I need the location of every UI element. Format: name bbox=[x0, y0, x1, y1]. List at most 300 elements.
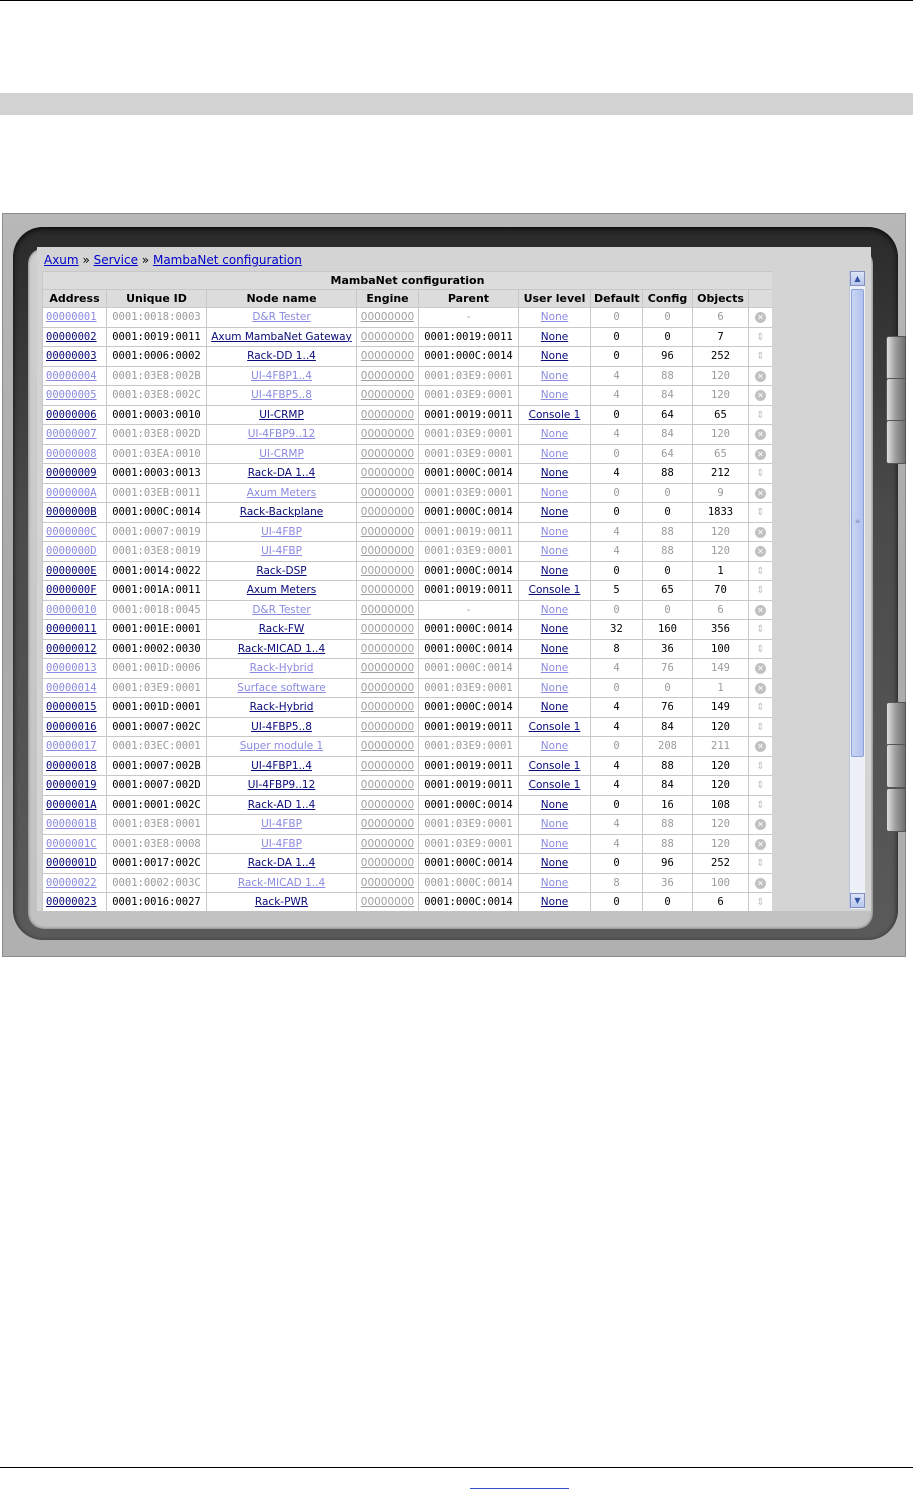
objects-count-cell bbox=[693, 776, 749, 796]
address-link[interactable]: 00000004 bbox=[46, 369, 97, 382]
engine-link[interactable]: 00000000 bbox=[360, 330, 415, 343]
objects-count: 120 bbox=[711, 779, 730, 792]
section-bar bbox=[0, 93, 913, 115]
node-name-link[interactable]: Axum MambaNet Gateway bbox=[211, 330, 352, 343]
address-link-cell bbox=[43, 581, 107, 601]
parent-id-cell bbox=[419, 873, 519, 893]
parent-id: 0001:0019:0011 bbox=[424, 408, 513, 421]
user-level-link[interactable]: None bbox=[540, 506, 569, 519]
user-level-link[interactable]: None bbox=[540, 857, 569, 870]
user-level-link-cell bbox=[519, 873, 591, 893]
parent-id: - bbox=[465, 603, 472, 616]
address-link[interactable]: 00000015 bbox=[46, 701, 97, 714]
address-link[interactable]: 00000023 bbox=[46, 896, 97, 909]
parent-id-cell bbox=[419, 659, 519, 679]
address-link-cell bbox=[43, 483, 107, 503]
delete-icon[interactable]: ✕ bbox=[755, 878, 766, 889]
user-level-link[interactable]: None bbox=[540, 896, 569, 909]
node-name-link[interactable]: UI-4FBP1..4 bbox=[251, 369, 312, 382]
parent-id: 0001:03E9:0001 bbox=[424, 818, 513, 831]
address-link[interactable]: 0000001D bbox=[46, 857, 97, 870]
parent-id: 0001:000C:0014 bbox=[424, 350, 513, 363]
engine-link-cell bbox=[357, 834, 419, 854]
user-level-link[interactable]: Console 1 bbox=[528, 408, 581, 421]
address-link[interactable]: 00000008 bbox=[46, 447, 97, 460]
address-link[interactable]: 00000006 bbox=[46, 408, 97, 421]
engine-link-cell bbox=[357, 893, 419, 912]
parent-id: 0001:03E9:0001 bbox=[424, 389, 513, 402]
node-name-link-cell bbox=[207, 483, 357, 503]
node-name-link[interactable]: Rack-DA 1..4 bbox=[247, 467, 316, 480]
default-count: 0 bbox=[613, 798, 620, 811]
col-config[interactable]: Config bbox=[643, 290, 693, 308]
engine-link[interactable]: 00000000 bbox=[360, 603, 415, 616]
engine-link-cell bbox=[357, 425, 419, 445]
default-count-cell bbox=[591, 405, 643, 425]
user-level-link[interactable]: None bbox=[540, 818, 569, 831]
address-link-cell bbox=[43, 386, 107, 406]
engine-link-cell bbox=[357, 522, 419, 542]
node-name-link[interactable]: UI-CRMP bbox=[259, 408, 304, 421]
user-level-link[interactable]: None bbox=[540, 389, 569, 402]
engine-link[interactable]: 00000000 bbox=[360, 350, 415, 363]
address-link[interactable]: 0000000F bbox=[46, 584, 97, 597]
node-name-link-cell bbox=[207, 873, 357, 893]
node-name-link[interactable]: UI-4FBP bbox=[261, 837, 302, 850]
col-unique-id[interactable]: Unique ID bbox=[107, 290, 207, 308]
node-name-link[interactable]: Rack-Hybrid bbox=[249, 701, 314, 714]
address-link-cell bbox=[43, 327, 107, 347]
address-link[interactable]: 00000009 bbox=[46, 467, 97, 480]
config-count: 76 bbox=[661, 662, 674, 675]
unique-id: 0001:03EA:0010 bbox=[112, 447, 201, 460]
unique-id: 0001:03E8:0008 bbox=[112, 837, 201, 850]
engine-link[interactable]: 00000000 bbox=[360, 408, 415, 421]
engine-link[interactable]: 00000000 bbox=[360, 837, 415, 850]
address-link[interactable]: 00000022 bbox=[46, 876, 97, 889]
address-link[interactable]: 00000016 bbox=[46, 720, 97, 733]
user-level-link[interactable]: None bbox=[540, 311, 569, 324]
unique-id: 0001:0017:002C bbox=[112, 857, 201, 870]
config-count-cell bbox=[643, 893, 693, 912]
scroll-grip-icon: ≡ bbox=[855, 518, 861, 525]
table-row bbox=[43, 483, 773, 503]
sync-icon[interactable]: ⇕ bbox=[756, 409, 765, 421]
breadcrumb-separator: » bbox=[82, 253, 90, 267]
action-cell bbox=[749, 717, 773, 737]
node-name-link[interactable]: UI-4FBP5..8 bbox=[251, 720, 312, 733]
objects-count: 356 bbox=[711, 623, 730, 636]
address-link[interactable]: 00000019 bbox=[46, 779, 97, 792]
user-level-link[interactable]: None bbox=[540, 623, 569, 636]
delete-icon[interactable]: ✕ bbox=[755, 819, 766, 830]
user-level-link[interactable]: None bbox=[540, 564, 569, 577]
delete-icon[interactable]: ✕ bbox=[755, 527, 766, 538]
parent-id: 0001:03E9:0001 bbox=[424, 486, 513, 499]
col-parent[interactable]: Parent bbox=[419, 290, 519, 308]
engine-link-cell bbox=[357, 600, 419, 620]
sync-icon[interactable]: ⇕ bbox=[756, 897, 765, 909]
address-link[interactable]: 00000012 bbox=[46, 642, 97, 655]
node-name-link[interactable]: Rack-PWR bbox=[254, 896, 309, 909]
unique-id: 0001:0002:003C bbox=[112, 876, 201, 889]
engine-link[interactable]: 00000000 bbox=[360, 720, 415, 733]
engine-link[interactable]: 00000000 bbox=[360, 662, 415, 675]
address-link[interactable]: 0000001A bbox=[46, 798, 97, 811]
node-name-link[interactable]: UI-4FBP5..8 bbox=[251, 389, 312, 402]
delete-icon[interactable]: ✕ bbox=[755, 741, 766, 752]
unique-id-cell bbox=[107, 873, 207, 893]
sync-icon[interactable]: ⇕ bbox=[756, 780, 765, 792]
footer-link[interactable] bbox=[470, 1488, 569, 1489]
node-name-link-cell bbox=[207, 581, 357, 601]
sync-icon[interactable]: ⇕ bbox=[756, 858, 765, 870]
action-cell bbox=[749, 366, 773, 386]
unique-id-cell bbox=[107, 893, 207, 912]
col-engine[interactable]: Engine bbox=[357, 290, 419, 308]
unique-id: 0001:0001:002C bbox=[112, 798, 201, 811]
unique-id: 0001:0007:002C bbox=[112, 720, 201, 733]
unique-id: 0001:0016:0027 bbox=[112, 896, 201, 909]
table-row bbox=[43, 542, 773, 562]
user-level-link-cell bbox=[519, 503, 591, 523]
unique-id-cell bbox=[107, 737, 207, 757]
node-name-link[interactable]: Rack-FW bbox=[258, 623, 305, 636]
delete-icon[interactable]: ✕ bbox=[755, 605, 766, 616]
bottom-rule bbox=[0, 1467, 913, 1468]
side-handle bbox=[886, 702, 906, 746]
action-cell bbox=[749, 561, 773, 581]
engine-link[interactable]: 00000000 bbox=[360, 857, 415, 870]
address-link[interactable]: 0000001B bbox=[46, 818, 97, 831]
user-level-link[interactable]: None bbox=[540, 330, 569, 343]
delete-icon[interactable]: ✕ bbox=[755, 429, 766, 440]
address-link[interactable]: 00000002 bbox=[46, 330, 97, 343]
parent-id: 0001:000C:0014 bbox=[424, 876, 513, 889]
engine-link[interactable]: 00000000 bbox=[360, 447, 415, 460]
engine-link[interactable]: 00000000 bbox=[360, 311, 415, 324]
engine-link[interactable]: 00000000 bbox=[360, 564, 415, 577]
user-level-link[interactable]: Console 1 bbox=[528, 779, 581, 792]
node-name-link[interactable]: Rack-Hybrid bbox=[249, 662, 314, 675]
user-level-link[interactable]: None bbox=[540, 642, 569, 655]
delete-icon[interactable]: ✕ bbox=[755, 839, 766, 850]
delete-icon[interactable]: ✕ bbox=[755, 449, 766, 460]
app-screen bbox=[37, 247, 871, 911]
side-handle bbox=[886, 744, 906, 788]
default-count-cell bbox=[591, 854, 643, 874]
user-level-link[interactable]: None bbox=[540, 876, 569, 889]
table-row bbox=[43, 327, 773, 347]
engine-link[interactable]: 00000000 bbox=[360, 818, 415, 831]
node-name-link-cell bbox=[207, 542, 357, 562]
sync-icon[interactable]: ⇕ bbox=[756, 624, 765, 636]
scroll-thumb[interactable] bbox=[851, 289, 864, 757]
address-link[interactable]: 0000000B bbox=[46, 506, 97, 519]
top-rule bbox=[0, 0, 913, 1]
user-level-link-cell bbox=[519, 893, 591, 912]
address-link[interactable]: 0000000D bbox=[46, 545, 97, 558]
user-level-link[interactable]: None bbox=[540, 603, 569, 616]
user-level-link[interactable]: None bbox=[540, 740, 569, 753]
unique-id-cell bbox=[107, 639, 207, 659]
unique-id: 0001:0018:0045 bbox=[112, 603, 201, 616]
engine-link-cell bbox=[357, 854, 419, 874]
col-default[interactable]: Default bbox=[591, 290, 643, 308]
node-name-link[interactable]: Axum Meters bbox=[246, 584, 317, 597]
user-level-link[interactable]: None bbox=[540, 447, 569, 460]
user-level-link[interactable]: None bbox=[540, 467, 569, 480]
config-count-cell bbox=[643, 327, 693, 347]
parent-id-cell bbox=[419, 308, 519, 328]
engine-link[interactable]: 00000000 bbox=[360, 642, 415, 655]
unique-id-cell bbox=[107, 620, 207, 640]
node-name-link[interactable]: UI-4FBP bbox=[261, 818, 302, 831]
scroll-down-arrow-icon[interactable]: ▼ bbox=[850, 893, 865, 908]
unique-id-cell bbox=[107, 698, 207, 718]
sync-icon[interactable]: ⇕ bbox=[756, 721, 765, 733]
parent-id: 0001:000C:0014 bbox=[424, 662, 513, 675]
node-name-link[interactable]: Rack-AD 1..4 bbox=[247, 798, 316, 811]
objects-count: 9 bbox=[717, 486, 724, 499]
engine-link-cell bbox=[357, 620, 419, 640]
engine-link[interactable]: 00000000 bbox=[360, 467, 415, 480]
delete-icon[interactable]: ✕ bbox=[755, 683, 766, 694]
node-name-link-cell bbox=[207, 776, 357, 796]
user-level-link[interactable]: None bbox=[540, 681, 569, 694]
engine-link[interactable]: 00000000 bbox=[360, 623, 415, 636]
objects-count-cell bbox=[693, 854, 749, 874]
parent-id: 0001:03E9:0001 bbox=[424, 428, 513, 441]
sync-icon[interactable]: ⇕ bbox=[756, 702, 765, 714]
action-cell bbox=[749, 756, 773, 776]
default-count: 4 bbox=[613, 525, 620, 538]
address-link[interactable]: 00000010 bbox=[46, 603, 97, 616]
engine-link[interactable]: 00000000 bbox=[360, 369, 415, 382]
breadcrumb-service[interactable]: Service bbox=[93, 253, 138, 267]
node-name-link-cell bbox=[207, 444, 357, 464]
delete-icon[interactable]: ✕ bbox=[755, 663, 766, 674]
engine-link-cell bbox=[357, 464, 419, 484]
parent-id-cell bbox=[419, 815, 519, 835]
address-link[interactable]: 0000000A bbox=[46, 486, 97, 499]
config-count-cell bbox=[643, 581, 693, 601]
address-link[interactable]: 0000000C bbox=[46, 525, 97, 538]
address-link[interactable]: 0000001C bbox=[46, 837, 97, 850]
sync-icon[interactable]: ⇕ bbox=[756, 507, 765, 519]
address-link[interactable]: 00000007 bbox=[46, 428, 97, 441]
col-node-name[interactable]: Node name bbox=[207, 290, 357, 308]
sync-icon[interactable]: ⇕ bbox=[756, 799, 765, 811]
address-link[interactable]: 00000005 bbox=[46, 389, 97, 402]
table-row bbox=[43, 425, 773, 445]
delete-icon[interactable]: ✕ bbox=[755, 371, 766, 382]
default-count: 0 bbox=[613, 857, 620, 870]
sync-icon[interactable]: ⇕ bbox=[756, 643, 765, 655]
sync-icon[interactable]: ⇕ bbox=[756, 760, 765, 772]
objects-count-cell bbox=[693, 542, 749, 562]
engine-link[interactable]: 00000000 bbox=[360, 876, 415, 889]
user-level-link[interactable]: None bbox=[540, 662, 569, 675]
delete-icon[interactable]: ✕ bbox=[755, 546, 766, 557]
engine-link[interactable]: 00000000 bbox=[360, 896, 415, 909]
engine-link[interactable]: 00000000 bbox=[360, 798, 415, 811]
sync-icon[interactable]: ⇕ bbox=[756, 468, 765, 480]
engine-link[interactable]: 00000000 bbox=[360, 428, 415, 441]
unique-id-cell bbox=[107, 366, 207, 386]
engine-link[interactable]: 00000000 bbox=[360, 584, 415, 597]
engine-link[interactable]: 00000000 bbox=[360, 681, 415, 694]
address-link[interactable]: 00000018 bbox=[46, 759, 97, 772]
sync-icon[interactable]: ⇕ bbox=[756, 351, 765, 363]
address-link[interactable]: 0000000E bbox=[46, 564, 97, 577]
node-name-link-cell bbox=[207, 347, 357, 367]
sync-icon[interactable]: ⇕ bbox=[756, 565, 765, 577]
default-count-cell bbox=[591, 620, 643, 640]
node-name-link[interactable]: UI-4FBP9..12 bbox=[247, 428, 316, 441]
address-link[interactable]: 00000014 bbox=[46, 681, 97, 694]
config-count: 88 bbox=[661, 759, 674, 772]
node-name-link[interactable]: D&R Tester bbox=[252, 311, 311, 324]
unique-id: 0001:0014:0022 bbox=[112, 564, 201, 577]
sync-icon[interactable]: ⇕ bbox=[756, 585, 765, 597]
user-level-link[interactable]: None bbox=[540, 350, 569, 363]
user-level-link[interactable]: None bbox=[540, 525, 569, 538]
parent-id: 0001:000C:0014 bbox=[424, 896, 513, 909]
user-level-link[interactable]: None bbox=[540, 545, 569, 558]
engine-link[interactable]: 00000000 bbox=[360, 545, 415, 558]
engine-link[interactable]: 00000000 bbox=[360, 486, 415, 499]
config-count: 88 bbox=[661, 525, 674, 538]
col-address[interactable]: Address bbox=[43, 290, 107, 308]
address-link[interactable]: 00000017 bbox=[46, 740, 97, 753]
node-name-link[interactable]: Rack-MICAD 1..4 bbox=[237, 642, 326, 655]
user-level-link[interactable]: None bbox=[540, 369, 569, 382]
default-count-cell bbox=[591, 561, 643, 581]
config-count: 96 bbox=[661, 350, 674, 363]
user-level-link[interactable]: Console 1 bbox=[528, 759, 581, 772]
node-name-link[interactable]: Rack-Backplane bbox=[239, 506, 324, 519]
node-name-link[interactable]: Rack-MICAD 1..4 bbox=[237, 876, 326, 889]
node-name-link-cell bbox=[207, 893, 357, 912]
unique-id: 0001:000C:0014 bbox=[112, 506, 201, 519]
node-name-link[interactable]: UI-4FBP1..4 bbox=[251, 759, 312, 772]
mambanet-config-table bbox=[42, 271, 772, 911]
objects-count: 120 bbox=[711, 837, 730, 850]
unique-id-cell bbox=[107, 815, 207, 835]
node-name-link[interactable]: UI-4FBP9..12 bbox=[247, 779, 316, 792]
user-level-link-cell bbox=[519, 795, 591, 815]
user-level-link[interactable]: None bbox=[540, 486, 569, 499]
engine-link-cell bbox=[357, 639, 419, 659]
address-link-cell bbox=[43, 815, 107, 835]
delete-icon[interactable]: ✕ bbox=[755, 390, 766, 401]
config-count-cell bbox=[643, 444, 693, 464]
node-name-link[interactable]: UI-CRMP bbox=[259, 447, 304, 460]
address-link[interactable]: 00000013 bbox=[46, 662, 97, 675]
engine-link-cell bbox=[357, 698, 419, 718]
col-objects[interactable]: Objects bbox=[693, 290, 749, 308]
address-link[interactable]: 00000011 bbox=[46, 623, 97, 636]
node-name-link[interactable]: Rack-DSP bbox=[256, 564, 307, 577]
default-count: 8 bbox=[613, 642, 620, 655]
engine-link[interactable]: 00000000 bbox=[360, 759, 415, 772]
unique-id: 0001:03E8:002C bbox=[112, 389, 201, 402]
user-level-link[interactable]: None bbox=[540, 798, 569, 811]
config-table-area bbox=[42, 271, 772, 911]
default-count-cell bbox=[591, 366, 643, 386]
engine-link[interactable]: 00000000 bbox=[360, 740, 415, 753]
node-name-link[interactable]: Surface software bbox=[237, 681, 326, 694]
node-name-link-cell bbox=[207, 327, 357, 347]
node-name-link[interactable]: UI-4FBP bbox=[261, 525, 302, 538]
address-link-cell bbox=[43, 776, 107, 796]
delete-icon[interactable]: ✕ bbox=[755, 488, 766, 499]
default-count: 4 bbox=[613, 701, 620, 714]
address-link-cell bbox=[43, 854, 107, 874]
user-level-link[interactable]: Console 1 bbox=[528, 584, 581, 597]
engine-link[interactable]: 00000000 bbox=[360, 525, 415, 538]
scroll-up-arrow-icon[interactable]: ▲ bbox=[850, 271, 865, 286]
node-name-link-cell bbox=[207, 659, 357, 679]
unique-id-cell bbox=[107, 347, 207, 367]
user-level-link-cell bbox=[519, 639, 591, 659]
node-name-link[interactable]: Rack-DA 1..4 bbox=[247, 857, 316, 870]
engine-link[interactable]: 00000000 bbox=[360, 779, 415, 792]
default-count: 4 bbox=[613, 759, 620, 772]
breadcrumb-axum[interactable]: Axum bbox=[44, 253, 79, 267]
breadcrumb-mambanet-configuration[interactable]: MambaNet configuration bbox=[152, 253, 302, 267]
user-level-link-cell bbox=[519, 327, 591, 347]
address-link[interactable]: 00000003 bbox=[46, 350, 97, 363]
node-name-link[interactable]: UI-4FBP bbox=[261, 545, 302, 558]
engine-link[interactable]: 00000000 bbox=[360, 389, 415, 402]
col-user-level[interactable]: User level bbox=[519, 290, 591, 308]
vertical-scrollbar[interactable] bbox=[849, 271, 865, 909]
user-level-link-cell bbox=[519, 522, 591, 542]
parent-id: 0001:03E9:0001 bbox=[424, 447, 513, 460]
default-count-cell bbox=[591, 522, 643, 542]
sync-icon[interactable]: ⇕ bbox=[756, 331, 765, 343]
node-name-link[interactable]: Rack-DD 1..4 bbox=[247, 350, 316, 363]
node-name-link-cell bbox=[207, 561, 357, 581]
node-name-link[interactable]: Axum Meters bbox=[246, 486, 317, 499]
address-link[interactable]: 00000001 bbox=[46, 311, 97, 324]
default-count: 5 bbox=[613, 584, 620, 597]
unique-id-cell bbox=[107, 405, 207, 425]
node-name-link[interactable]: Super module 1 bbox=[239, 740, 324, 753]
user-level-link[interactable]: None bbox=[540, 428, 569, 441]
node-name-link-cell bbox=[207, 308, 357, 328]
user-level-link[interactable]: None bbox=[540, 837, 569, 850]
node-name-link-cell bbox=[207, 756, 357, 776]
user-level-link[interactable]: None bbox=[540, 701, 569, 714]
config-count: 84 bbox=[661, 720, 674, 733]
delete-icon[interactable]: ✕ bbox=[755, 312, 766, 323]
parent-id-cell bbox=[419, 756, 519, 776]
objects-count: 100 bbox=[711, 876, 730, 889]
table-row bbox=[43, 405, 773, 425]
node-name-link[interactable]: D&R Tester bbox=[252, 603, 311, 616]
default-count-cell bbox=[591, 815, 643, 835]
engine-link[interactable]: 00000000 bbox=[360, 506, 415, 519]
default-count: 0 bbox=[613, 506, 620, 519]
user-level-link[interactable]: Console 1 bbox=[528, 720, 581, 733]
engine-link[interactable]: 00000000 bbox=[360, 701, 415, 714]
default-count: 0 bbox=[613, 486, 620, 499]
config-count-cell bbox=[643, 542, 693, 562]
table-body bbox=[43, 308, 773, 912]
